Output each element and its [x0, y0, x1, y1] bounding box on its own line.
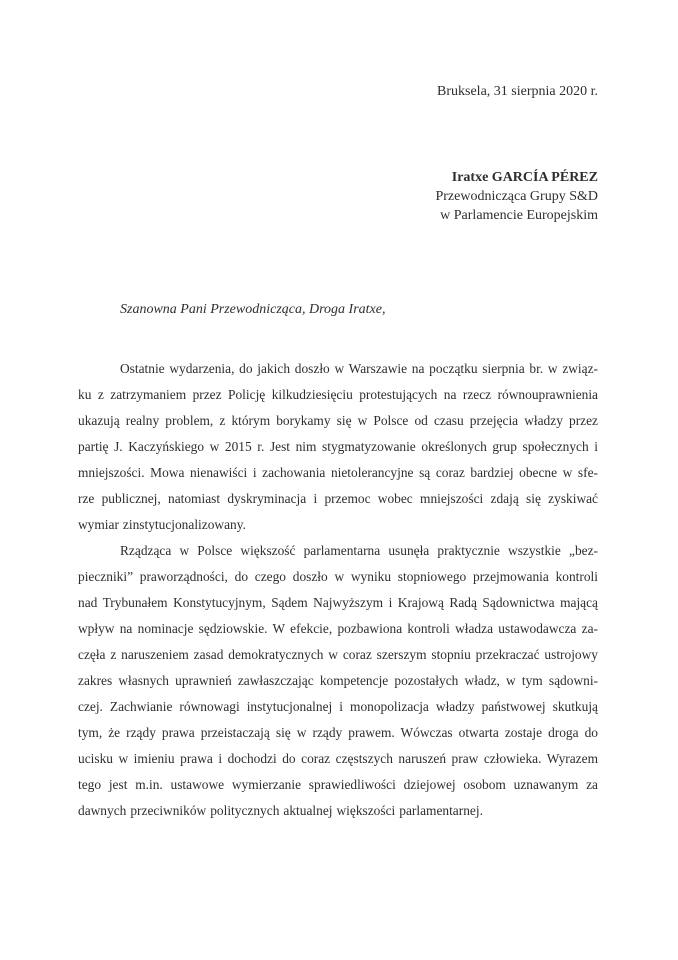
text-line: wpływ na nominacje sędziowskie. W efekcie, pozbawiona kontroli władza ustawodawcza za-: [78, 621, 598, 636]
recipient-block: [78, 168, 598, 225]
letter-body: [78, 356, 598, 824]
text-line: ucisku w imieniu prawa i dochodzi do coraz częstszych naruszeń praw człowieka. Wyrazem: [78, 751, 598, 766]
text-line: partię J. Kaczyńskiego w 2015 r. Jest nim stygmatyzowanie określonych grup społecznych i: [78, 439, 598, 454]
text-line: tym, że rządy prawa przeistaczają się w rządy prawem. Wówczas otwarta zostaje droga do: [78, 725, 598, 740]
recipient-title-line-1: Przewodnicząca Grupy S&D: [435, 189, 598, 204]
text-line: częła z naruszeniem zasad demokratycznych w coraz szerszym stopniu przekraczać ustrojowy: [78, 647, 598, 662]
text-line: Ostatnie wydarzenia, do jakich doszło w Warszawie na początku sierpnia br. w związ-: [120, 361, 598, 376]
text-line: zakres własnych uprawnień zawłaszczając kompetencje pozostałych władz, w tym sądowni-: [78, 673, 598, 688]
text-line: ukazują realny problem, z którym borykamy się w Polsce od czasu przejęcia władzy przez: [78, 413, 598, 428]
text-line: ku z zatrzymaniem przez Policję kilkudziesięciu protestujących na rzecz równouprawnienia: [78, 387, 598, 402]
text-line: czej. Zachwianie równowagi instytucjonalnej i monopolizacja władzy państwowej skutkują: [78, 699, 598, 714]
text-line: mniejszości. Mowa nienawiści i zachowania nietolerancyjne są coraz bardziej obecne w sfe-: [78, 465, 598, 480]
text-line: rze publicznej, natomiast dyskryminacja i przemoc wobec mniejszości zdają się zyskiwać: [78, 491, 598, 506]
text-line: tego jest m.in. ustawowe wymierzanie sprawiedliwości dziejowej osobom uznawanym za: [78, 777, 598, 792]
content-column: [78, 0, 598, 960]
recipient-name: Iratxe GARCÍA PÉREZ: [451, 170, 598, 185]
text-line: pieczniki” praworządności, do czego doszło w wyniku stopniowego przejmowania kontroli: [78, 569, 598, 584]
paragraph: [78, 356, 598, 538]
text-line: nad Trybunałem Konstytucyjnym, Sądem Najwyższym i Krajową Radą Sądownictwa mającą: [78, 595, 598, 610]
text-line: Rządząca w Polsce większość parlamentarna usunęła praktycznie wszystkie „bez-: [120, 543, 598, 558]
text-line: dawnych przeciwników politycznych aktualnej większości parlamentarnej.: [78, 803, 483, 818]
recipient-title-line-2: w Parlamencie Europejskim: [440, 208, 598, 223]
paragraph: [78, 538, 598, 824]
dateline: Bruksela, 31 sierpnia 2020 r.: [437, 84, 598, 99]
salutation: Szanowna Pani Przewodnicząca, Droga Iratxe,: [120, 302, 386, 317]
text-line: wymiar zinstytucjonalizowany.: [78, 517, 246, 532]
